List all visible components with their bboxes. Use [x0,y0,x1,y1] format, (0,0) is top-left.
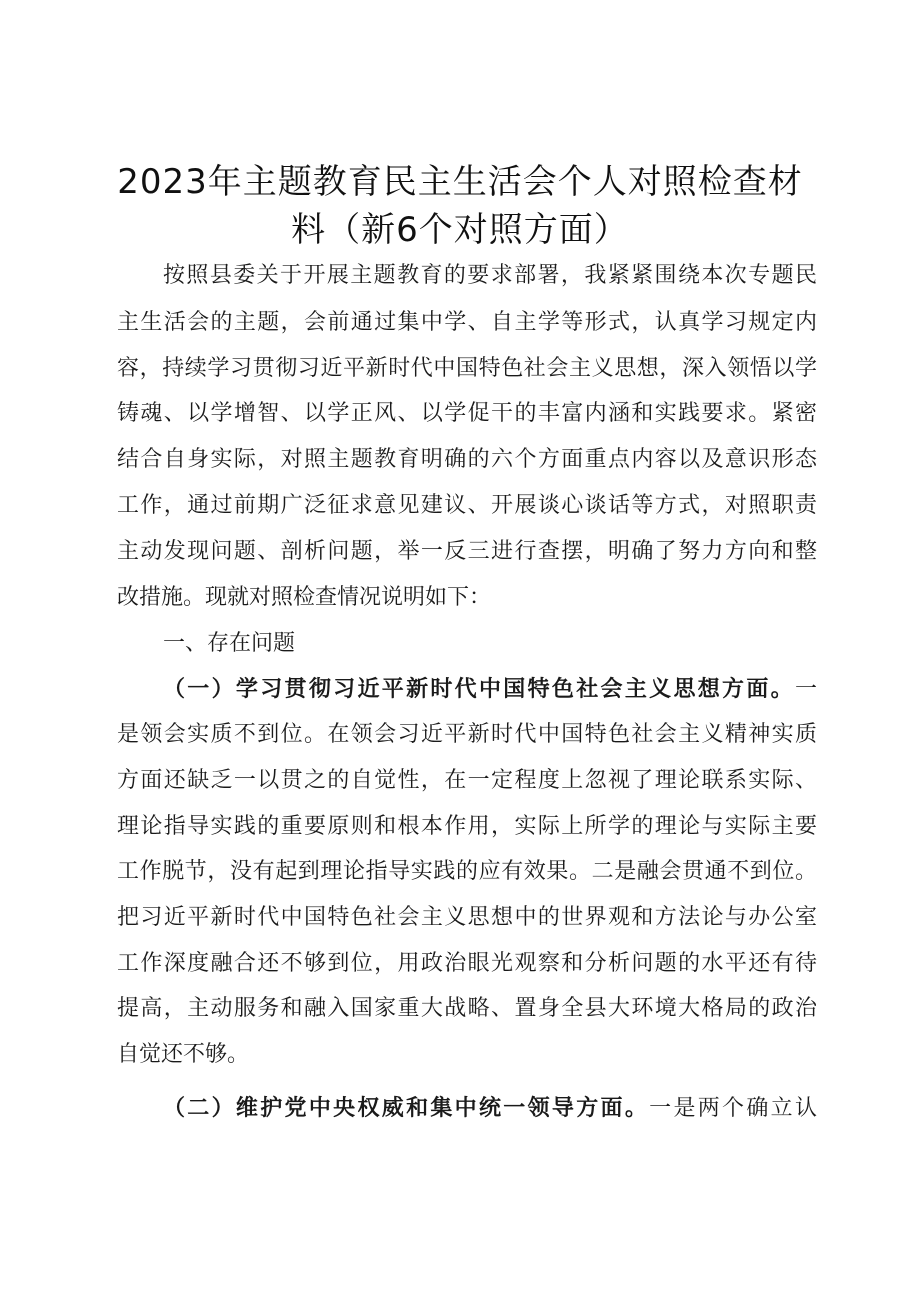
subsection-1-line: 工作深度融合还不够到位，用政治眼光观察和分析问题的水平还有待 [117,951,817,976]
subsection-1-line: 工作脱节，没有起到理论指导实践的应有效果。二是融会贯通不到位。 [117,859,817,884]
section-heading: 一、存在问题 [163,631,296,656]
intro-line: 按照县委关于开展主题教育的要求部署，我紧紧围绕本次专题民 [163,263,817,288]
document-title-line-1: 2023年主题教育民主生活会个人对照检查材 [117,162,803,202]
subsection-1-first-line [163,675,817,705]
intro-line: 结合自身实际，对照主题教育明确的六个方面重点内容以及意识形态 [117,447,817,472]
subsection-1-line: 是领会实质不到位。在领会习近平新时代中国特色社会主义精神实质 [117,722,817,747]
subsection-2-title: （二）维护党中央权威和集中统一领导方面。 [163,1096,650,1121]
intro-line: 容，持续学习贯彻习近平新时代中国特色社会主义思想，深入领悟以学 [117,356,817,381]
subsection-1-line: 把习近平新时代中国特色社会主义思想中的世界观和方法论与办公室 [117,905,817,930]
intro-line: 主动发现问题、剖析问题，举一反三进行查摆，明确了努力方向和整 [117,539,817,564]
subsection-2-first-line-rest: 一是两个确立认 [649,1096,817,1121]
intro-line: 工作，通过前期广泛征求意见建议、开展谈心谈话等方式，对照职责 [117,493,817,518]
intro-line: 主生活会的主题，会前通过集中学、自主学等形式，认真学习规定内 [117,310,817,335]
intro-line: 改措施。现就对照检查情况说明如下： [117,585,492,610]
subsection-1-first-line-rest: 一 [794,677,817,702]
subsection-1-line: 提高，主动服务和融入国家重大战略、置身全县大环境大格局的政治 [117,996,817,1021]
subsection-1-line: 理论指导实践的重要原则和根本作用，实际上所学的理论与实际主要 [117,814,817,839]
subsection-1-line: 方面还缺乏一以贯之的自觉性，在一定程度上忽视了理论联系实际、 [117,768,817,793]
subsection-1-title: （一）学习贯彻习近平新时代中国特色社会主义思想方面。 [163,677,795,702]
intro-line: 铸魂、以学增智、以学正风、以学促干的丰富内涵和实践要求。紧密 [117,401,817,426]
subsection-2-first-line [163,1094,817,1124]
document-title-line-2: 料（新6个对照方面） [291,210,629,250]
subsection-1-line: 自觉还不够。 [117,1042,250,1067]
